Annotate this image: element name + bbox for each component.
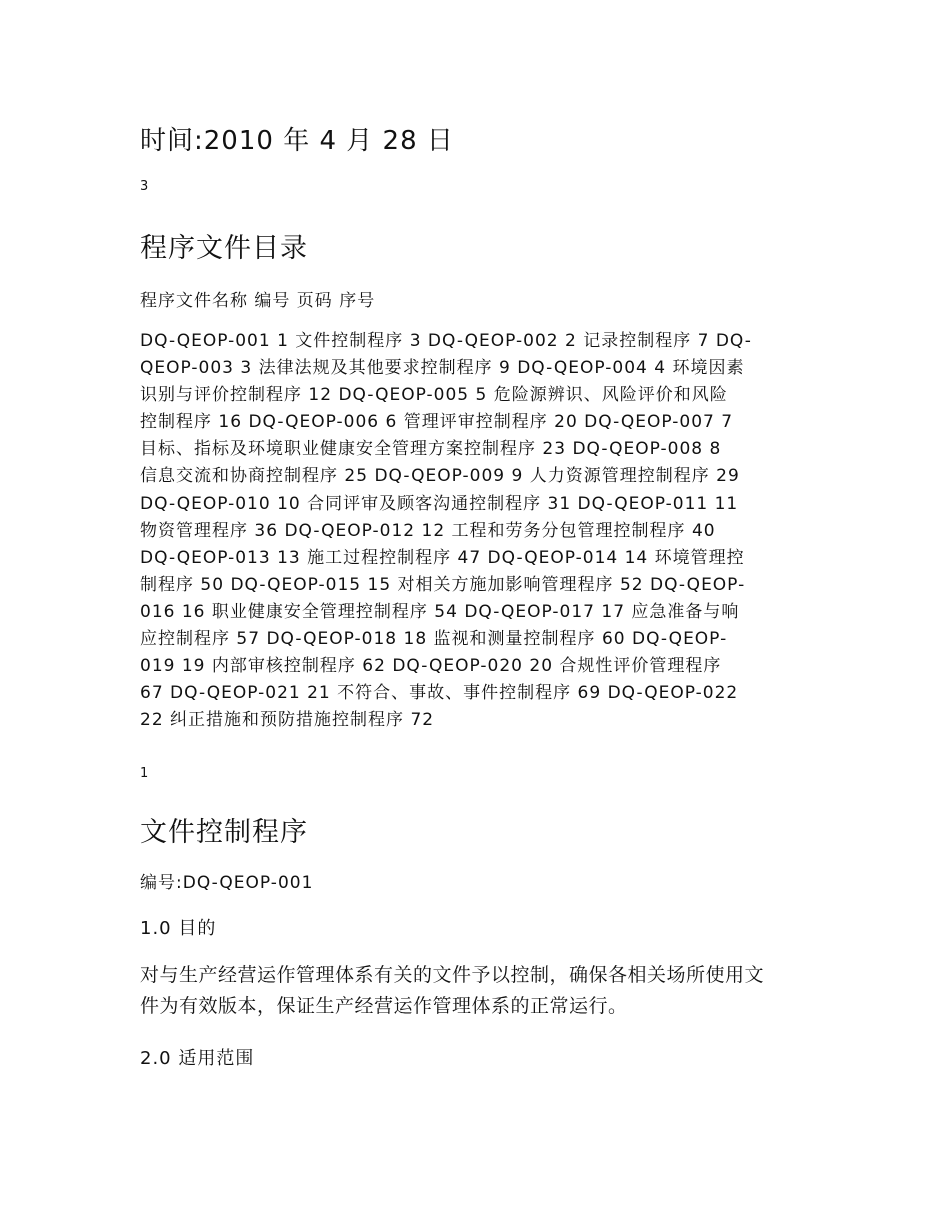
toc-line: DQ-QEOP-013 13 施工过程控制程序 47 DQ-QEOP-014 14 环境管理控 xyxy=(140,547,745,568)
doc-code: 编号:DQ-QEOP-001 xyxy=(140,873,314,893)
toc-line: QEOP-003 3 法律法规及其他要求控制程序 9 DQ-QEOP-004 4 环境因素 xyxy=(140,358,745,379)
toc-line: 识别与评价控制程序 12 DQ-QEOP-005 5 危险源辨识、风险评价和风险 xyxy=(140,385,728,406)
toc-line: 67 DQ-QEOP-021 21 不符合、事故、事件控制程序 69 DQ-QEOP-022 xyxy=(140,683,739,704)
toc-title: 程序文件目录 xyxy=(140,233,308,264)
page-number-top: 3 xyxy=(140,179,149,194)
scope-heading: 2.0 适用范围 xyxy=(140,1048,255,1069)
toc-line: 应控制程序 57 DQ-QEOP-018 18 监视和测量控制程序 60 DQ-QEOP- xyxy=(140,629,728,650)
toc-line: 目标、指标及环境职业健康安全管理方案控制程序 23 DQ-QEOP-008 8 xyxy=(140,439,722,460)
date-heading: 时间:2010 年 4 月 28 日 xyxy=(140,126,454,156)
toc-line: 控制程序 16 DQ-QEOP-006 6 管理评审控制程序 20 DQ-QEOP-007 7 xyxy=(140,412,734,433)
page-number-mid: 1 xyxy=(140,766,149,781)
toc-line: 019 19 内部审核控制程序 62 DQ-QEOP-020 20 合规性评价管理程序 xyxy=(140,656,722,677)
purpose-heading: 1.0 目的 xyxy=(140,918,217,939)
toc-line: 016 16 职业健康安全管理控制程序 54 DQ-QEOP-017 17 应急准备与响 xyxy=(140,601,740,622)
toc-list xyxy=(140,328,812,734)
toc-line: 信息交流和协商控制程序 25 DQ-QEOP-009 9 人力资源管理控制程序 29 xyxy=(140,466,740,487)
toc-line: 制程序 50 DQ-QEOP-015 15 对相关方施加影响管理程序 52 DQ-QEOP- xyxy=(140,574,746,595)
toc-line: DQ-QEOP-001 1 文件控制程序 3 DQ-QEOP-002 2 记录控制程序 7 DQ- xyxy=(140,331,752,351)
toc-line: 22 纠正措施和预防措施控制程序 72 xyxy=(140,710,435,731)
toc-line: 物资管理程序 36 DQ-QEOP-012 12 工程和劳务分包管理控制程序 40 xyxy=(140,520,716,541)
purpose-paragraph xyxy=(140,960,812,1022)
toc-line: DQ-QEOP-010 10 合同评审及顾客沟通控制程序 31 DQ-QEOP-011 11 xyxy=(140,493,739,514)
paragraph-line: 件为有效版本，保证生产经营运作管理体系的正常运行。 xyxy=(140,995,628,1017)
paragraph-line: 对与生产经营运作管理体系有关的文件予以控制，确保各相关场所使用文 xyxy=(140,964,765,986)
toc-columns: 程序文件名称 编号 页码 序号 xyxy=(140,291,376,311)
section-title: 文件控制程序 xyxy=(140,817,308,848)
